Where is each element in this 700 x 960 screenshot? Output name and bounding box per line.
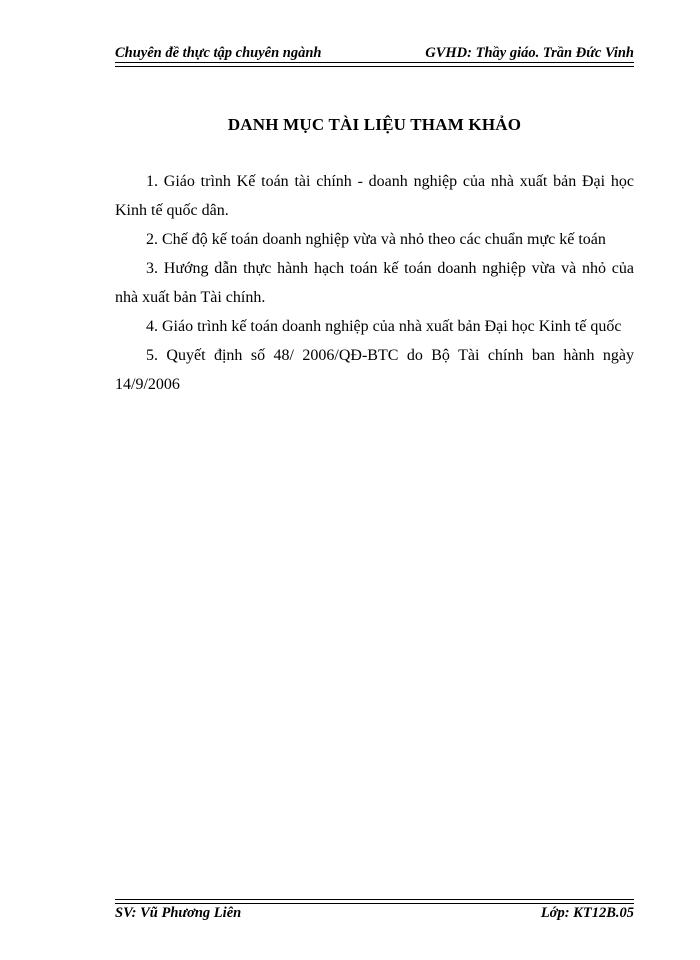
footer-class: Lớp: KT12B.05: [540, 905, 634, 921]
footer-student: SV: Vũ Phương Liên: [115, 905, 242, 921]
reference-item: 2. Chế độ kế toán doanh nghiệp vừa và nhỏ theo các chuẩn mực kế toán: [146, 231, 606, 248]
reference-item: 4. Giáo trình kế toán doanh nghiệp của nhà xuất bản Đại học Kinh tế quốc: [146, 318, 622, 335]
header-topic: Chuyên đề thực tập chuyên ngành: [115, 45, 322, 61]
footer-divider: [115, 899, 634, 904]
header-divider: [115, 62, 634, 67]
reference-list: [115, 167, 634, 399]
page-title: DANH MỤC TÀI LIỆU THAM KHẢO: [227, 115, 522, 134]
page-footer: [115, 905, 634, 922]
reference-item: 1. Giáo trình Kế toán tài chính - doanh nghiệp của nhà xuất bản Đại học Kinh tế quốc dân.: [115, 173, 634, 219]
reference-item: 3. Hướng dẫn thực hành hạch toán kế toán doanh nghiệp vừa và nhỏ của nhà xuất bản Tài chính.: [115, 260, 634, 306]
page-header: [115, 40, 634, 62]
reference-item: 5. Quyết định số 48/ 2006/QĐ-BTC do Bộ Tài chính ban hành ngày 14/9/2006: [115, 347, 634, 393]
header-advisor: GVHD: Thầy giáo. Trần Đức Vinh: [425, 45, 634, 61]
